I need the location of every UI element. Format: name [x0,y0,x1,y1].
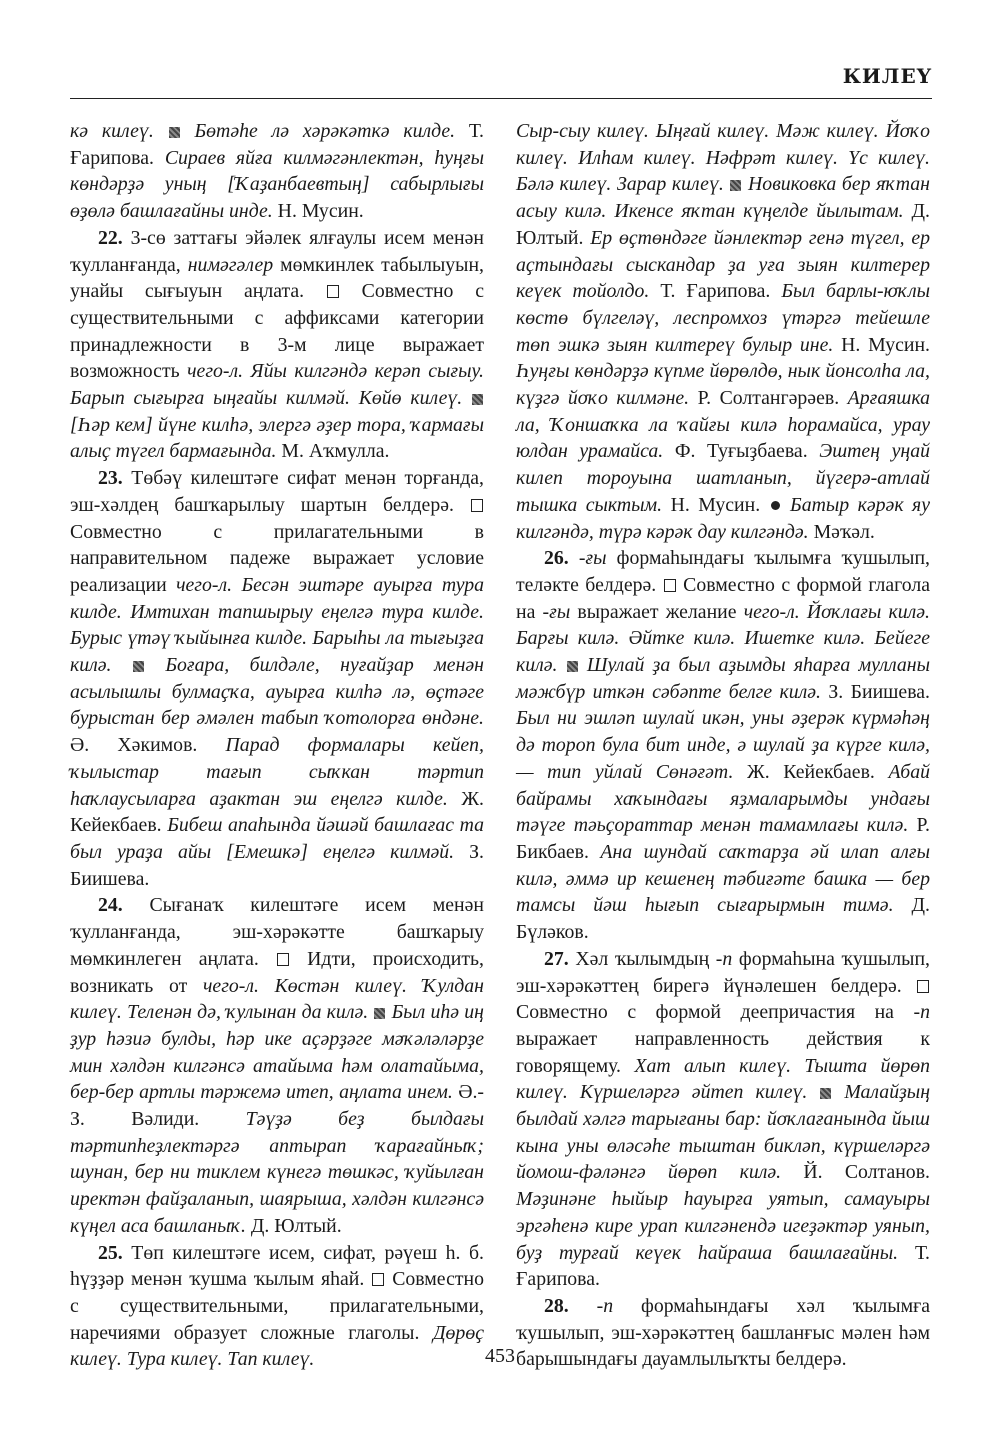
left-column [70,118,484,1373]
definition-text: Төбәү килештәге сифат менән торғанда, эш-хәлдең башҡарылыу шартын белдерә. [70,467,484,516]
example-text: Эштең уңай килеп тороуына шатланып, йүгерә-атлай тышка сыктым. [516,440,931,516]
dictionary-paragraph [70,892,484,1239]
sense-number: 28. [544,1294,569,1317]
example-text: Дөрөҫ килеү. Тура килеү. Тап килеү. [70,1321,484,1371]
sense-number: 25. [98,1241,123,1264]
running-header [70,52,932,100]
example-text: Боғара, билдәле, нуғайҙар менән асылышлы булмаҫҡа, ауырға килһә лә, өҫтәге бурыстан бер әмәлен табып ҡотолорға өндәне. [70,654,484,730]
header-rule [70,98,932,99]
definition-text: Т. Ғарипова. [649,280,782,303]
definition-text: Ә.-З. Вәлиди. [70,1081,485,1131]
definition-text: З. Биишева. [821,680,930,703]
dictionary-paragraph [70,465,484,892]
translation-marker-icon [372,1273,384,1286]
example-text: Тәүҙә беҙ былдағы тәртипһеҙлектәргә аптырап ҡарағайныҡ; шунан, бер ни тиклем күнегә төшкәс, ҡуйылған иректән файҙаланып, шаярыша, хәлдән килгәнсә күңел аса башланыҡ. [70,1108,484,1237]
example-text: нимәгәлер [187,253,274,276]
definition-text: Ж. Кейекбаев. [70,787,484,837]
definition-text: Совместно с существительными, прилагательными, наречиями образует сложные глаголы. [70,1268,484,1344]
translation-marker-icon [327,285,339,298]
sense-number: 23. [98,467,123,490]
dictionary-paragraph [70,225,484,465]
example-text: Сираев яйға килмәгәнлектән, һуңғы көндәрҙә уның [Ҡаҙанбаевтың] сабырлығы өҙөлә башлағайны инде. [70,146,485,223]
definition-text: Совместно с прилагательными в направительном падеже выражает условие реализации [70,520,484,596]
definition-text: формаһындағы ҡылымға ҡушылып, теләкте белдерә. [516,547,930,596]
example-text: [Һәр кем] йүне килһә, элергә әҙер тора, ҡармағы алыҫ түгел бармағында. [70,413,484,463]
dictionary-paragraph [516,946,930,1293]
definition-text: Мәҡәл. [808,520,875,543]
definition-text: Т. Ғарипова. [70,120,484,169]
running-header-title: КИЛЕҮ [842,64,932,88]
definition-text: Совместно с существительными с аффиксами категории принадлежности в 3-м лице выражает возможность [70,280,484,383]
definition-text: З. Биишева. [70,840,484,890]
sense-number: 22. [98,226,123,249]
example-text: -п [913,1001,930,1024]
definition-text [462,387,471,409]
example-text: Мәҙинәне һыйыр һауырға уятып, самауыры эргәһенә кире урап килгәнендә игеҙәктәр уянып, буҙ турғай кеүек һайраша башлағайны. [516,1188,930,1264]
definition-text [724,173,730,195]
definition-text: Н. Мусин. [272,200,364,223]
definition-text: формаһындағы хәл ҡылымға ҡушылып, эш-хәрәкәттең башланғыс мәлен һәм барышындағы дауамлылыҡты белдерә. [516,1294,930,1371]
page-number: 453 [485,1345,515,1367]
definition-text: Д. Юлтый. [245,1214,342,1237]
translation-marker-icon [917,980,929,993]
definition-text [569,547,579,569]
definition-text: Р. Солтангәрәев. [689,387,848,410]
definition-text: выражает направленность действия к говорящему. [516,1027,930,1077]
definition-text: Ә. Хәкимов. [70,734,226,757]
proverb-marker-icon [771,501,780,510]
example-text: Арғаяшка ла, Ҡоншаҡка ла ҡайғы килә һорамайса, урау юлдан урамайса. [516,387,930,463]
example-marker-icon [374,1008,385,1019]
example-text: -п [596,1294,614,1317]
definition-text: Идти, происходить, возникать от [70,947,484,997]
example-text: Был иһә иң ҙур һәзиә булды, һәр ике аҫәрҙәге мәҡәләләрҙе мин хәлдән килгәнсә атайыма һәм олатайыма, бер-бер артлы тәржемә итеп, аңлата инем. [70,1001,484,1104]
definition-text: Ф. Туғыҙбаева. [663,440,820,463]
sense-number: 26. [544,547,569,570]
example-marker-icon [169,127,180,138]
example-text: Ана шундай саҡтарҙа әй илап алғы килә, әммә ир кешенең тәбиғәте башка — бер тамсы йәш һығып сығарырмын тимә. [516,840,930,917]
definition-text: мөмкинлек табылыуын, унайы сығыуын аңлата. [70,253,484,303]
translation-marker-icon [277,953,289,966]
example-text: Абай байрамы хаҡындағы яҙмаларымды ундағы тәүге тәьҫораттар менән тамамлағы килә. [516,760,930,837]
example-marker-icon [820,1088,831,1099]
example-text: -п [715,947,733,970]
definition-text: Совместно с формой деепричастия на [516,1001,914,1024]
translation-marker-icon [471,499,483,512]
translation-marker-icon [664,579,676,592]
dictionary-paragraph [516,545,930,946]
example-marker-icon [730,180,741,191]
example-text: Сыр-сыу килеү. Ыңғай килеү. Мәж килеү. Йоҡо килеү. Илһам килеү. Нәфрәт килеү. Үс килеү. Бәлә килеү. Зарар килеү. [516,120,930,196]
example-text: Был ни эшләп шулай икән, уны әҙерәк күрмәһәң дә тороп була бит инде, ә шулай ҙа күрге килә, — тип уйлай Сөнәғәт. [516,707,930,783]
example-text: кә килеү. [70,120,168,142]
definition-text [112,654,132,676]
definition-text: формаһына ҡушылып, эш-хәрәкәттең бирегә йүнәлешен белдерә. [516,947,930,997]
definition-text: Н. Мусин. [662,493,769,516]
example-marker-icon [472,394,483,405]
definition-text: М. Аҡмулла. [276,440,390,463]
example-text: Батыр кәрәк яу килгәндә, түрә кәрәк дау килгәндә. [516,493,930,543]
dictionary-paragraph [516,118,930,545]
definition-text [558,654,566,676]
dictionary-paragraph [70,118,484,225]
example-text: Ер өҫтөндәге йәнлектәр генә түгел, ер аҫтындағы сыскандар ҙа уға зыян килтерер кеүек тойолдо. [516,226,930,303]
sense-number: 27. [544,947,569,970]
example-text: Был барлы-юҡлы көстө бүлгеләү, леспромхоз үтәргә тейешле төп эшкә зыян килтереү булыр ине. [516,280,931,356]
right-column [516,118,930,1373]
example-text: -ғы [542,600,571,623]
definition-text: Т. Ғарипова. [516,1241,930,1291]
example-text: чего-л. Көстән килеү. Ҡулдан килеү. Теленән дә, ҡулынан да килә. [70,974,484,1024]
example-marker-icon [567,661,578,672]
definition-text: Д. Бүләков. [516,894,930,944]
definition-text: Д. Юлтый. [516,200,930,249]
definition-text: Төп килештәге исем, сифат, рәүеш һ. б. һүҙҙәр менән ҡушма ҡылым яһай. [70,1241,484,1291]
example-text: Һуңғы көндәрҙә күпме йөрөлдө, нык йонсолһа ла, күҙгә йоҡо килмәне. [516,360,930,410]
example-text: Бибеш апаһында йәшәй башлағас та был ураҙа айы [Емешкә] еңелгә килмәй. [70,814,485,863]
definition-text [569,1295,597,1317]
example-text: чего-л. Йоҡлағы килә. Барғы килә. Әйткe килә. Ишеткe килә. Бейеге килә. [516,600,930,677]
definition-text: выражает желание [570,600,744,623]
example-text: Новиковка бер яҡтан асыу килә. Икенсе яҡтан күңелде йылытам. [516,173,930,223]
definition-text: Н. Мусин. [833,333,930,356]
example-text: Хат алып килеү. Тыштa йөрөп килеү. Күршеләргә әйтеп килеү. [516,1054,931,1104]
definition-text: Р. Бикбаев. [516,814,930,863]
definition-text: Й. Солтанов. [781,1161,930,1184]
definition-text [807,1081,819,1103]
definition-text: Совместно с формой глагола на [516,573,930,623]
definition-text: Ж. Кейекбаев. [733,760,889,783]
example-text: -ғы [578,547,607,570]
example-text: Парад формалары кейеп, ҡылыстар тағып сыҡкан тәртип һаҡлаусыларға аҙактан эш еңелгә килде. [70,734,484,810]
definition-text [368,1001,373,1023]
example-text: Бөтәһе лә хәрәкәткә килде. [180,120,456,142]
example-marker-icon [133,661,144,672]
example-text: чего-л. Яйы килгәндә керəп сығыу. Барып сығырға ыңғайы килмәй. Көйө килеү. [70,360,484,410]
example-text: Шулай ҙа был аҙымды яһарға мулланы мәжбүр иткән сәбәпте белге килә. [516,654,930,703]
example-text: Малайҙың былдай хәлгә тарығаны бар: йоҡлағанында йыш кына уны өләсәһе тыштан биклəп, күршеләргә йомош-фәләнгә йөрөп килә. [516,1081,931,1184]
definition-text: Сығанаҡ килештәге исем менән ҡулланғанда, эш-хәрәкәтте башҡарыу мөмкинлеген аңлата. [70,894,484,970]
definition-text: Хәл ҡылымдың [568,947,716,970]
example-text: чего-л. Бесән эштәре ауырға тура килде. Имтихан тапшырыу еңелгә тура килде. Бурыс үтәү ҡыйынға килде. Барыһы ла тығыҙға килә. [70,573,484,677]
sense-number: 24. [98,894,123,917]
definition-text: 3-сө заттағы эйәлек ялғаулы исем менән ҡулланғанда, [70,226,484,276]
